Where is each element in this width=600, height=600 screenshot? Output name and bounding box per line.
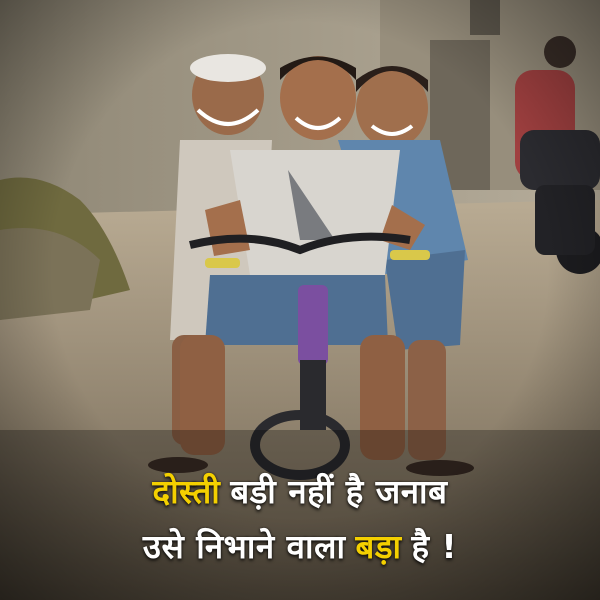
caption-line-1-text: बड़ी नहीं है जनाब <box>230 472 448 511</box>
caption-highlight-word-1: दोस्ती <box>152 472 221 511</box>
caption-highlight-word-2: बड़ा <box>355 527 402 566</box>
caption-line-2 <box>0 523 600 568</box>
caption-line-2-text-start: उसे निभाने वाला <box>142 527 346 566</box>
caption-line-2-text-end: है ! <box>411 527 458 566</box>
caption-line-1 <box>0 468 600 513</box>
